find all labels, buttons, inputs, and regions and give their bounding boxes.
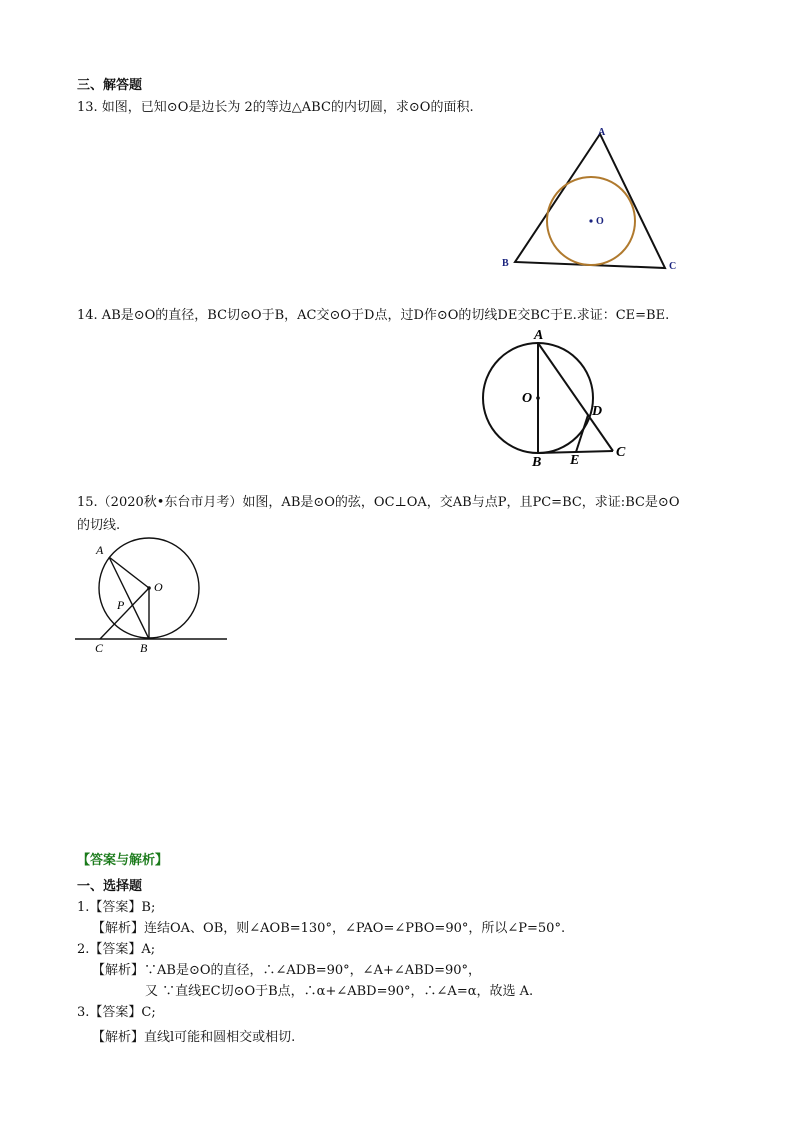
q15-radius-oa: [109, 557, 149, 588]
analysis-2-line1: 【解析】∵AB是⊙O的直径，∴∠ADB=90°，∠A+∠ABD=90°，: [92, 963, 482, 978]
q15-label-c: C: [95, 641, 104, 655]
analysis-2-line2: 又 ∵直线EC切⊙O于B点，∴α+∠ABD=90°，∴∠A=α，故选 A.: [145, 984, 534, 999]
q13-label-a: A: [598, 127, 606, 138]
q15-label-o: O: [154, 580, 163, 594]
q15-label-b: B: [140, 641, 148, 655]
q13-center-point: [589, 219, 592, 222]
q14-label-b: B: [532, 455, 542, 470]
q14-label-o: O: [522, 391, 533, 406]
q14-center-point: [536, 396, 540, 400]
answer-3: 3.【答案】C;: [77, 1005, 156, 1020]
q15-center-point: [147, 586, 151, 590]
answers-section-1: 一、选择题: [77, 879, 143, 894]
q14-label-c: C: [616, 445, 626, 460]
q15-label-a: A: [96, 543, 104, 557]
question-13-text: 13. 如图，已知⊙O是边长为 2的等边△ABC的内切圆，求⊙O的面积.: [77, 100, 474, 115]
q14-label-d: D: [592, 404, 603, 419]
q14-line-ac: [538, 343, 613, 451]
answers-header: 【答案与解析】: [77, 853, 169, 868]
q15-figure: [72, 540, 232, 660]
q13-figure: [490, 120, 690, 280]
q15-label-p: P: [117, 598, 125, 612]
question-15-line2: 的切线.: [77, 518, 121, 533]
analysis-1: 【解析】连结OA、OB，则∠AOB=130°，∠PAO=∠PBO=90°，所以∠P=50°.: [92, 921, 566, 936]
q15-chord-ab: [109, 557, 149, 639]
q13-label-o: O: [596, 216, 604, 227]
answer-2: 2.【答案】A;: [77, 942, 156, 957]
q14-label-a: A: [534, 328, 544, 343]
analysis-3: 【解析】直线l可能和圆相交或相切.: [92, 1030, 296, 1045]
q13-label-b: B: [502, 258, 509, 269]
question-15-line1: 15.（2020秋•东台市月考）如图，AB是⊙O的弦，OC⊥OA，交AB与点P，且PC=BC，求证:BC是⊙O: [77, 495, 680, 510]
q13-triangle: [515, 134, 665, 268]
q14-label-e: E: [570, 453, 580, 468]
q14-figure: [470, 325, 640, 470]
q14-tangent-de: [576, 415, 588, 452]
q13-label-c: C: [669, 261, 677, 272]
section-title-3: 三、解答题: [77, 78, 143, 93]
answer-1: 1.【答案】B;: [77, 900, 156, 915]
question-14-text: 14. AB是⊙O的直径，BC切⊙O于B，AC交⊙O于D点，过D作⊙O的切线DE交BC于E.求证：CE=BE.: [77, 308, 670, 323]
